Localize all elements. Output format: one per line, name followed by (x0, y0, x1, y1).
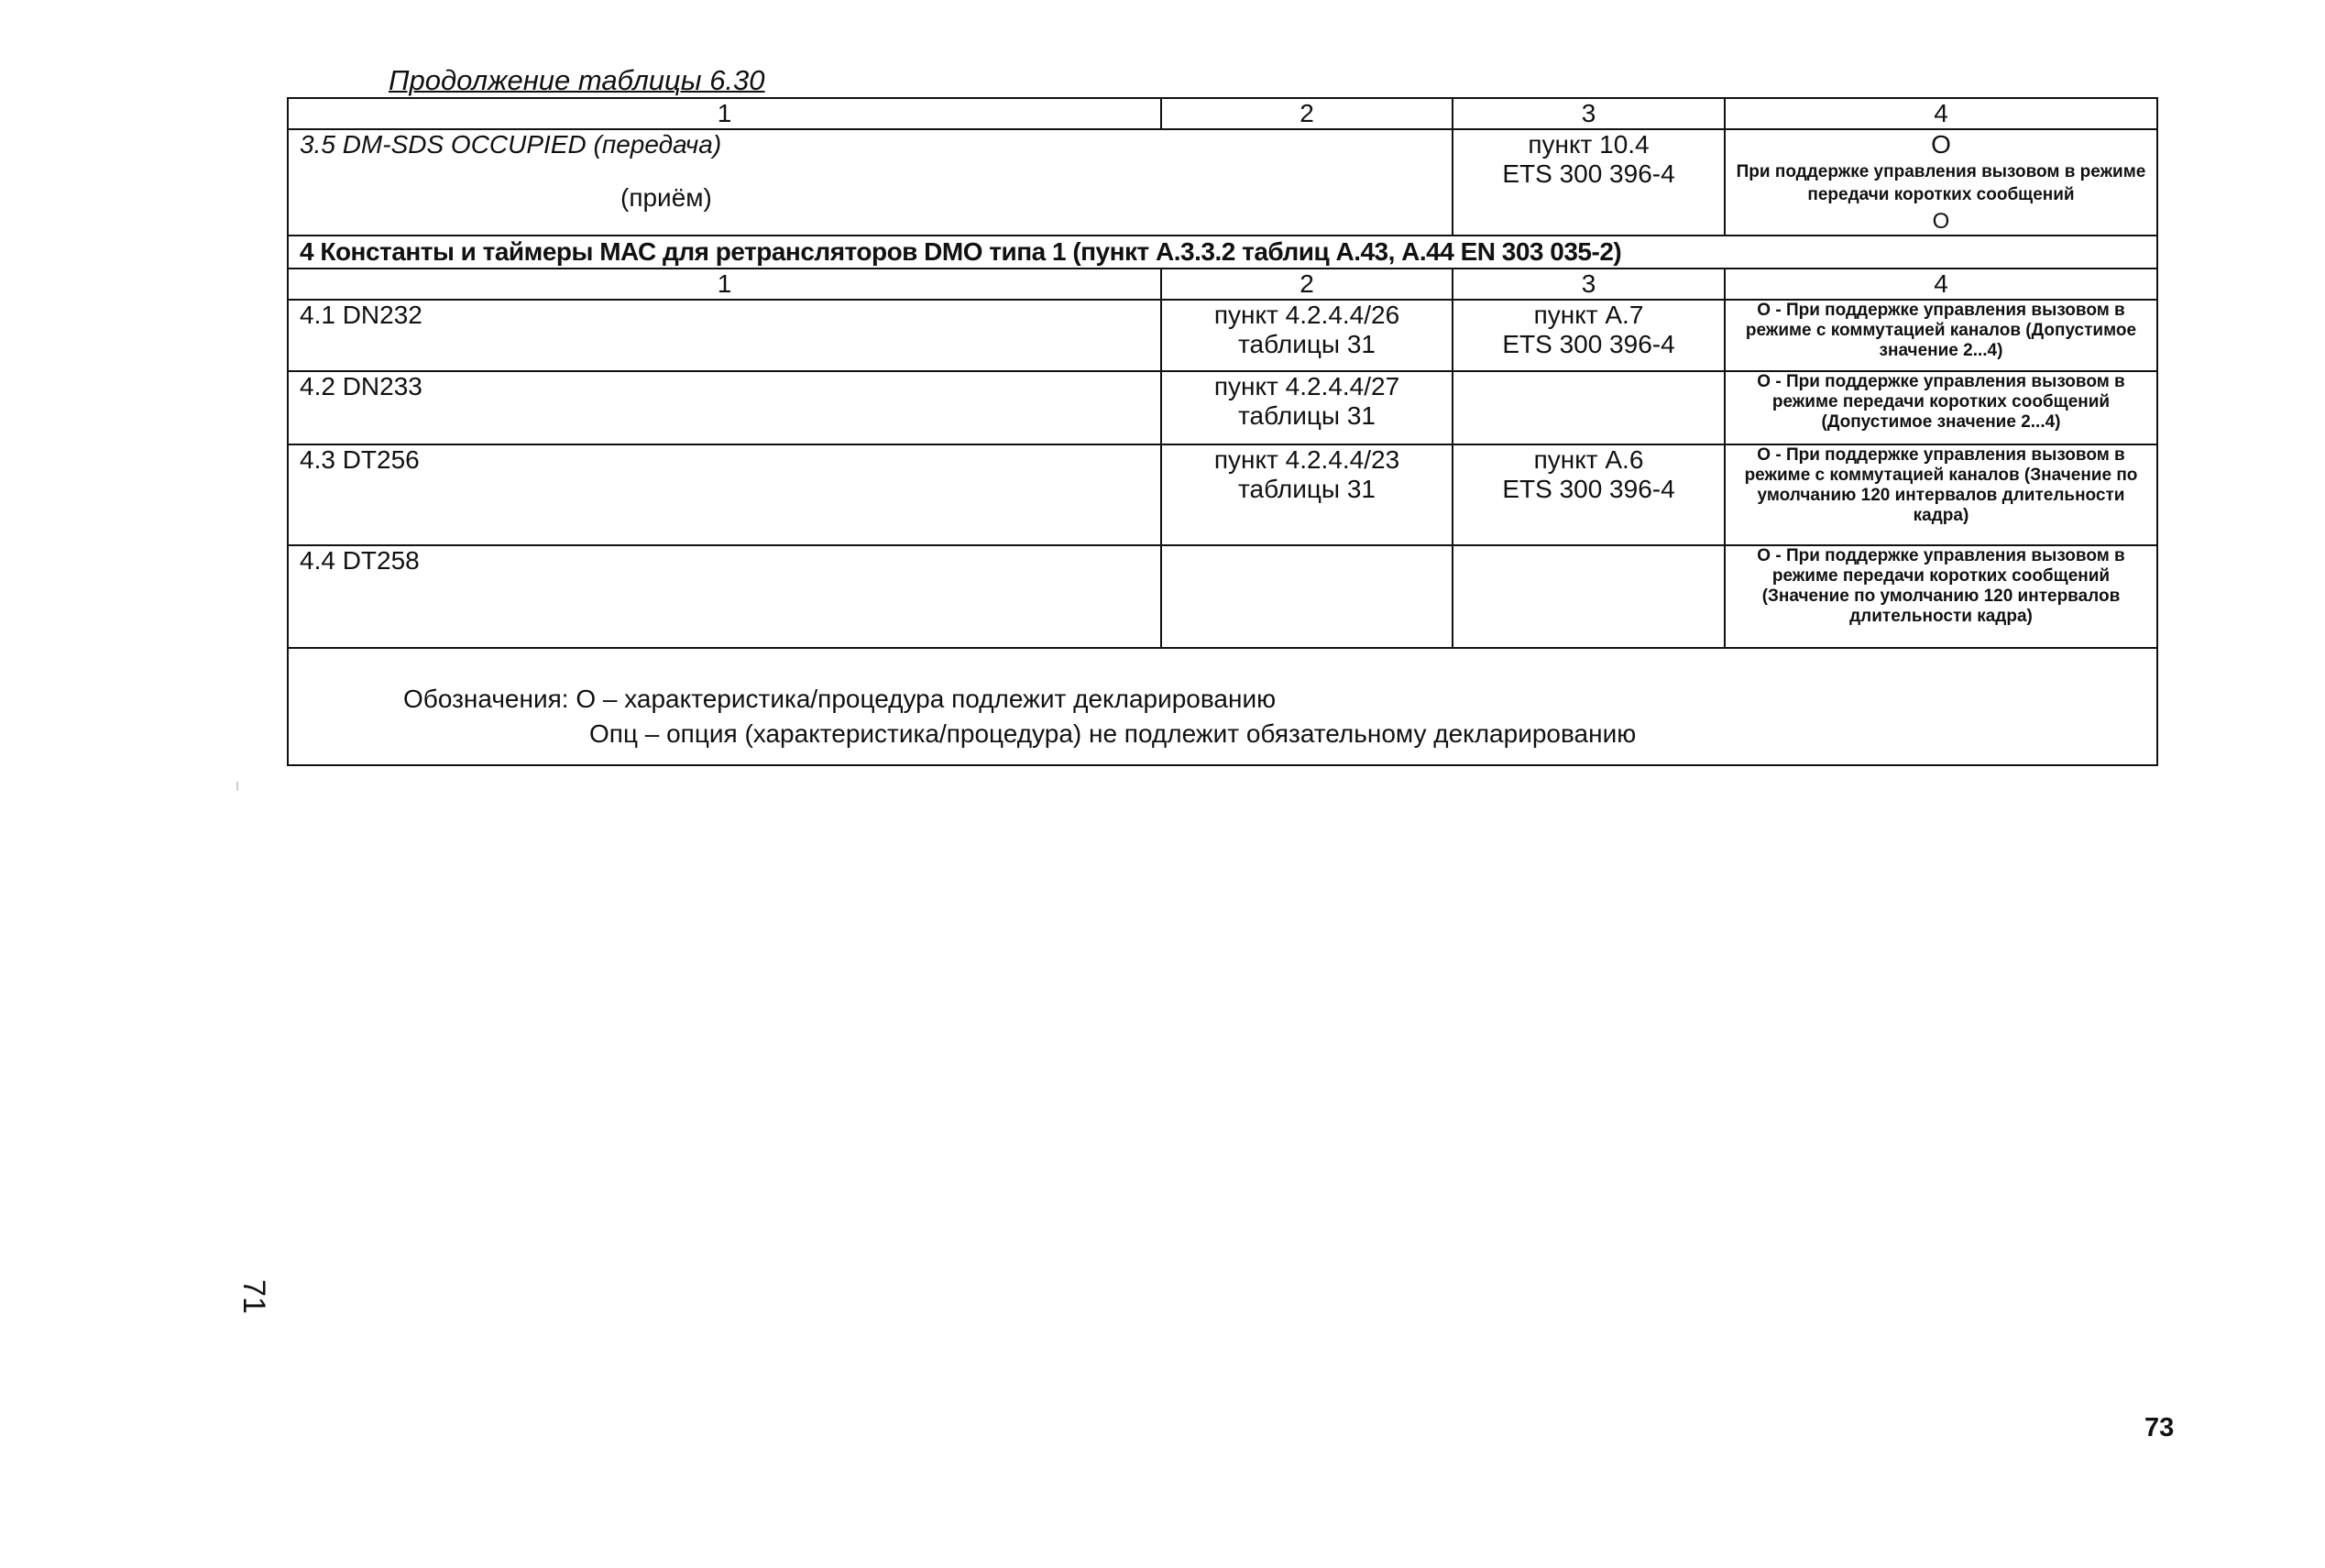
header-col-3: 3 (1453, 98, 1725, 129)
scan-mark (236, 782, 238, 791)
header2-col-4: 4 (1725, 269, 2157, 300)
row-standard-cell (1453, 300, 1725, 371)
table-row (288, 371, 2157, 444)
row-status-note: О - При поддержке управления вызовом в режиме с коммутацией каналов (Значение по умолчанию 120 интервалов длительности кадра) (1725, 444, 2157, 545)
row-reference-clause: пункт 4.2.4.4/26 (1213, 300, 1400, 329)
header2-col-3: 3 (1453, 269, 1725, 300)
row-name: 4.2 DN233 (288, 371, 1161, 444)
legend-line-mandatory: Обозначения: О – характеристика/процедура подлежит декларированию (403, 684, 1277, 713)
row-3-5-status-cell (1725, 129, 2157, 236)
table-header-row-2 (288, 269, 2157, 300)
page-number: 73 (2144, 1413, 2175, 1442)
header2-col-2: 2 (1161, 269, 1453, 300)
row-reference-table: таблицы 31 (1238, 330, 1376, 359)
row-standard-cell (1453, 371, 1725, 444)
row-reference-cell (1161, 545, 1453, 648)
row-3-5-status-receive: О (1932, 208, 1950, 234)
section-4-title: 4 Константы и таймеры МАС для ретрансляторов DMO типа 1 (пункт А.3.3.2 таблиц А.43, А.44 EN 303 035-2) (288, 236, 2157, 269)
row-3-5-name-cell (288, 129, 1453, 236)
side-page-number: 71 (236, 1279, 271, 1314)
header-col-1: 1 (288, 98, 1161, 129)
row-standard-clause: пункт А.7 (1533, 300, 1644, 329)
table-row (288, 300, 2157, 371)
header2-col-1: 1 (288, 269, 1161, 300)
row-reference-clause: пункт 4.2.4.4/23 (1213, 444, 1400, 474)
row-reference-table: таблицы 31 (1238, 401, 1376, 431)
header-col-4: 4 (1725, 98, 2157, 129)
row-standard-doc: ETS 300 396-4 (1502, 475, 1675, 504)
table-row (288, 444, 2157, 545)
row-status-note: О - При поддержке управления вызовом в режиме передачи коротких сообщений (Значение по умолчанию 120 интервалов длительности кадра) (1725, 545, 2157, 648)
row-status-note: О - При поддержке управления вызовом в режиме передачи коротких сообщений (Допустимое значение 2...4) (1725, 371, 2157, 444)
row-standard-cell (1453, 545, 1725, 648)
legend-line-optional: Опц – опция (характеристика/процедура) не подлежит обязательному декларированию (589, 718, 1637, 748)
row-standard-doc: ETS 300 396-4 (1502, 330, 1675, 359)
table-header-row (288, 98, 2157, 129)
row-3-5-name-receive: (приём) (620, 183, 712, 213)
legend-row (288, 648, 2157, 765)
row-reference-table: таблицы 31 (1238, 475, 1376, 504)
table-row (288, 545, 2157, 648)
row-3-5-name-transmit: 3.5 DM-SDS OCCUPIED (передача) (300, 130, 722, 159)
row-name: 4.3 DT256 (288, 444, 1161, 545)
row-3-5-standard-cell (1453, 129, 1725, 236)
section-row (288, 236, 2157, 269)
row-3-5-status-note: При поддержке управления вызовом в режиме передачи коротких сообщений (1736, 162, 2146, 205)
row-3-5-status-transmit: О (1931, 130, 1951, 159)
legend-cell (288, 648, 2157, 765)
row-status-note: О - При поддержке управления вызовом в режиме с коммутацией каналов (Допустимое значение 2...4) (1725, 300, 2157, 371)
table-row (288, 129, 2157, 236)
conformance-table (287, 97, 2158, 766)
row-standard-cell (1453, 444, 1725, 545)
row-reference-cell (1161, 371, 1453, 444)
row-reference-clause: пункт 4.2.4.4/27 (1213, 371, 1400, 400)
row-standard-clause: пункт А.6 (1533, 444, 1644, 474)
row-reference-cell (1161, 444, 1453, 545)
row-3-5-standard: ETS 300 396-4 (1502, 159, 1675, 189)
row-name: 4.4 DT258 (288, 545, 1161, 648)
row-3-5-clause: пункт 10.4 (1528, 130, 1650, 159)
table-caption: Продолжение таблицы 6.30 (389, 64, 765, 96)
row-reference-cell (1161, 300, 1453, 371)
header-col-2: 2 (1161, 98, 1453, 129)
row-name: 4.1 DN232 (288, 300, 1161, 371)
